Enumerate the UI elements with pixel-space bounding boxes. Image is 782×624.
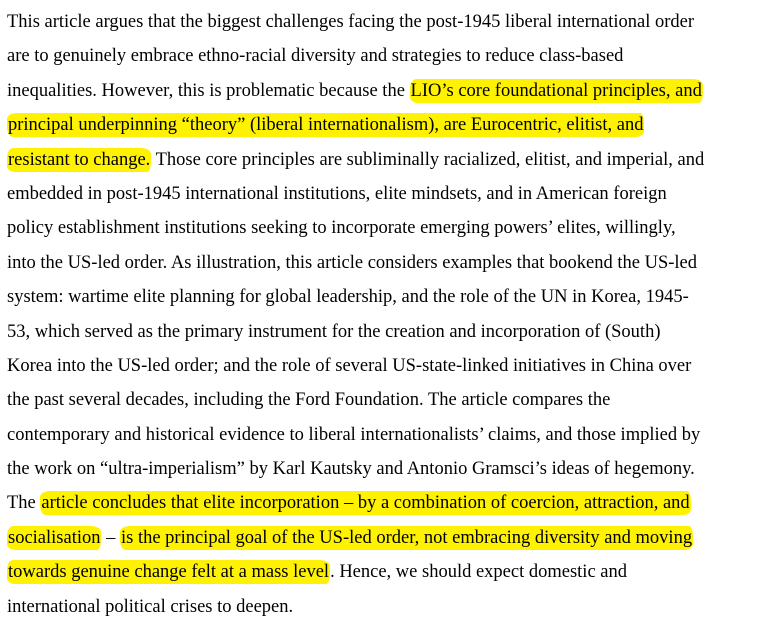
text-line	[7, 74, 777, 108]
text-line	[7, 349, 777, 383]
highlighted-text: socialisation	[8, 527, 101, 548]
text-line	[7, 383, 777, 417]
text-segment: –	[101, 527, 120, 548]
highlighted-text: LIO’s core foundational principles, and	[410, 80, 702, 101]
highlighted-text: is the principal goal of the US-led order, not embracing diversity and moving	[120, 527, 693, 548]
highlighted-text: article concludes that elite incorporation – by a combination of coercion, attraction, and	[41, 493, 690, 514]
text-line	[7, 486, 777, 520]
text-line	[7, 246, 777, 280]
text-segment: 53, which served as the primary instrument for the creation and incorporation of (South)	[7, 321, 661, 342]
text-segment: embedded in post-1945 international institutions, elite mindsets, and in American foreign	[7, 183, 667, 204]
text-line	[7, 555, 777, 589]
text-line	[7, 590, 777, 624]
text-segment: system: wartime elite planning for global leadership, and the role of the UN in Korea, 1945-	[7, 287, 689, 308]
text-line	[7, 5, 777, 39]
text-segment: the past several decades, including the Ford Foundation. The article compares the	[7, 390, 611, 411]
text-line	[7, 143, 777, 177]
text-line	[7, 418, 777, 452]
text-segment: into the US-led order. As illustration, this article considers examples that bookend the US-led	[7, 252, 698, 273]
text-segment: inequalities. However, this is problematic because the	[7, 80, 410, 101]
text-segment: The	[7, 493, 41, 514]
text-line	[7, 315, 777, 349]
text-segment: policy establishment institutions seeking to incorporate emerging powers’ elites, willingly,	[7, 218, 676, 239]
text-segment: Korea into the US-led order; and the role of several US-state-linked initiatives in China over	[7, 355, 692, 376]
highlighted-text: principal underpinning “theory” (liberal internationalism), are Eurocentric, elitist, and	[8, 115, 644, 136]
text-line	[7, 452, 777, 486]
text-segment: international political crises to deepen.	[7, 596, 294, 617]
text-line	[7, 211, 777, 245]
text-segment: Those core principles are subliminally racialized, elitist, and imperial, and	[151, 149, 705, 170]
text-line	[7, 108, 777, 142]
abstract-paragraph	[7, 5, 777, 624]
text-line	[7, 177, 777, 211]
text-line	[7, 521, 777, 555]
text-line	[7, 39, 777, 73]
text-line	[7, 280, 777, 314]
highlighted-text: resistant to change.	[8, 149, 151, 170]
text-segment: are to genuinely embrace ethno-racial diversity and strategies to reduce class-based	[7, 46, 624, 67]
text-segment: the work on “ultra-imperialism” by Karl Kautsky and Antonio Gramsci’s ideas of hegemony.	[7, 459, 695, 480]
text-segment: contemporary and historical evidence to liberal internationalists’ claims, and those implied by	[7, 424, 701, 445]
text-segment: This article argues that the biggest challenges facing the post-1945 liberal international order	[7, 12, 695, 32]
text-segment: . Hence, we should expect domestic and	[330, 562, 627, 583]
highlighted-text: towards genuine change felt at a mass level	[8, 562, 330, 583]
